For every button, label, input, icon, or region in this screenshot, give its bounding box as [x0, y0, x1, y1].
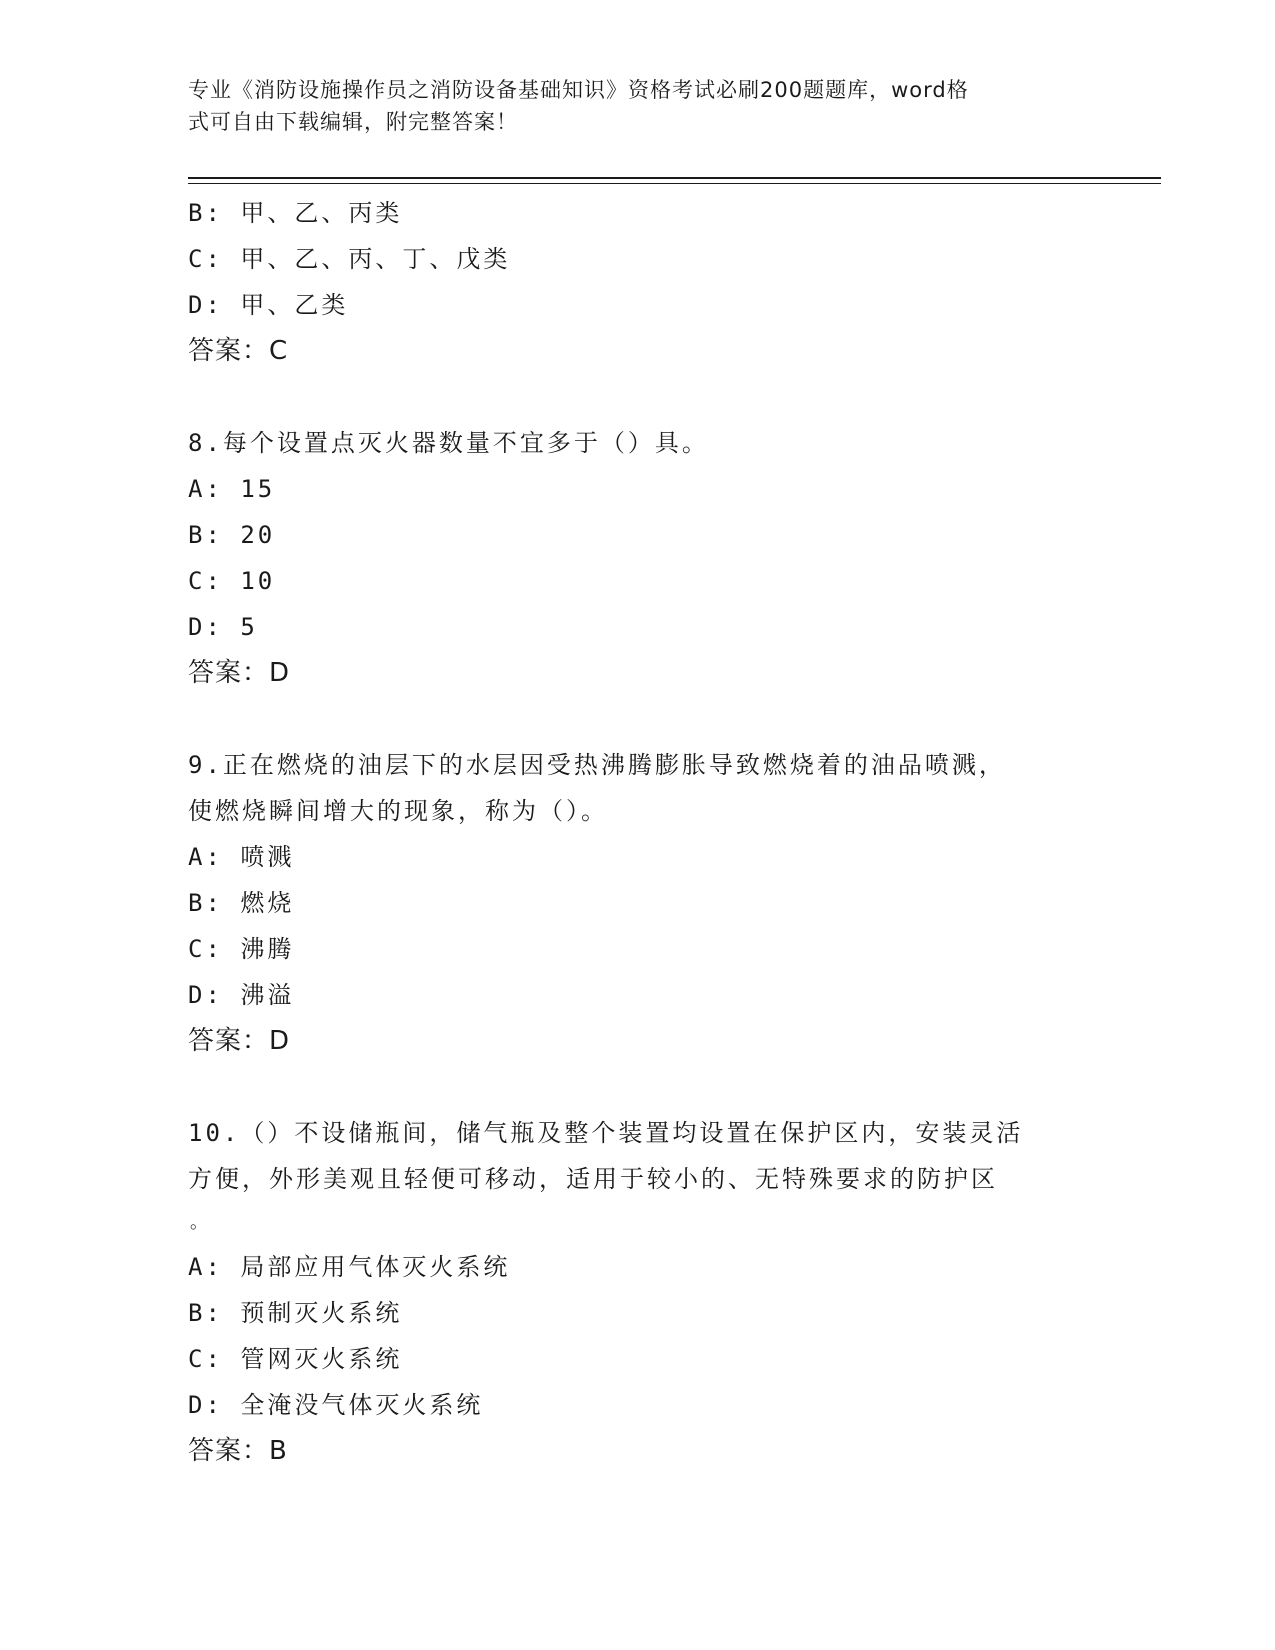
answer: 答案：C [188, 336, 289, 366]
answer: 答案：B [188, 1436, 288, 1466]
option-d: D: 5 [188, 613, 258, 641]
option-d: D: 全淹没气体灭火系统 [188, 1391, 484, 1419]
option-c: C: 10 [188, 567, 276, 595]
header-rule-secondary [188, 183, 1161, 184]
option-c: C: 管网灭火系统 [188, 1345, 403, 1373]
question-8 [188, 420, 1088, 696]
spacer [188, 374, 1088, 420]
option-b: B: 20 [188, 521, 276, 549]
option-a: A: 15 [188, 475, 276, 503]
answer: 答案：D [188, 658, 291, 688]
question-text-line-2: 方便，外形美观且轻便可移动，适用于较小的、无特殊要求的防护区 [188, 1165, 998, 1193]
option-d: D: 甲、乙类 [188, 291, 349, 319]
document-header [188, 74, 1068, 138]
header-line-2: 式可自由下载编辑，附完整答案！ [188, 110, 518, 134]
option-c: C: 甲、乙、丙、丁、戊类 [188, 245, 511, 273]
option-b: B: 燃烧 [188, 889, 295, 917]
question-10 [188, 1110, 1088, 1474]
header-rule [188, 177, 1161, 179]
spacer [188, 1064, 1088, 1110]
option-a: A: 喷溅 [188, 843, 295, 871]
spacer [188, 696, 1088, 742]
option-d: D: 沸溢 [188, 981, 295, 1009]
question-9 [188, 742, 1088, 1064]
question-text-line-1: 9.正在燃烧的油层下的水层因受热沸腾膨胀导致燃烧着的油品喷溅， [188, 751, 1006, 779]
question-text: 8.每个设置点灭火器数量不宜多于（）具。 [188, 429, 709, 457]
option-a: A: 局部应用气体灭火系统 [188, 1253, 511, 1281]
option-b: B: 预制灭火系统 [188, 1299, 403, 1327]
question-text-line-1: 10.（）不设储瓶间，储气瓶及整个装置均设置在保护区内，安装灵活 [188, 1119, 1024, 1147]
question-list [188, 190, 1088, 1474]
question-7 [188, 190, 1088, 374]
question-text-line-3: 。 [190, 1212, 208, 1233]
option-b: B: 甲、乙、丙类 [188, 199, 403, 227]
option-c: C: 沸腾 [188, 935, 295, 963]
answer: 答案：D [188, 1026, 291, 1056]
header-line-1: 专业《消防设施操作员之消防设备基础知识》资格考试必刷200题题库，word格 [188, 78, 969, 102]
question-text-line-2: 使燃烧瞬间增大的现象，称为（）。 [188, 797, 608, 825]
